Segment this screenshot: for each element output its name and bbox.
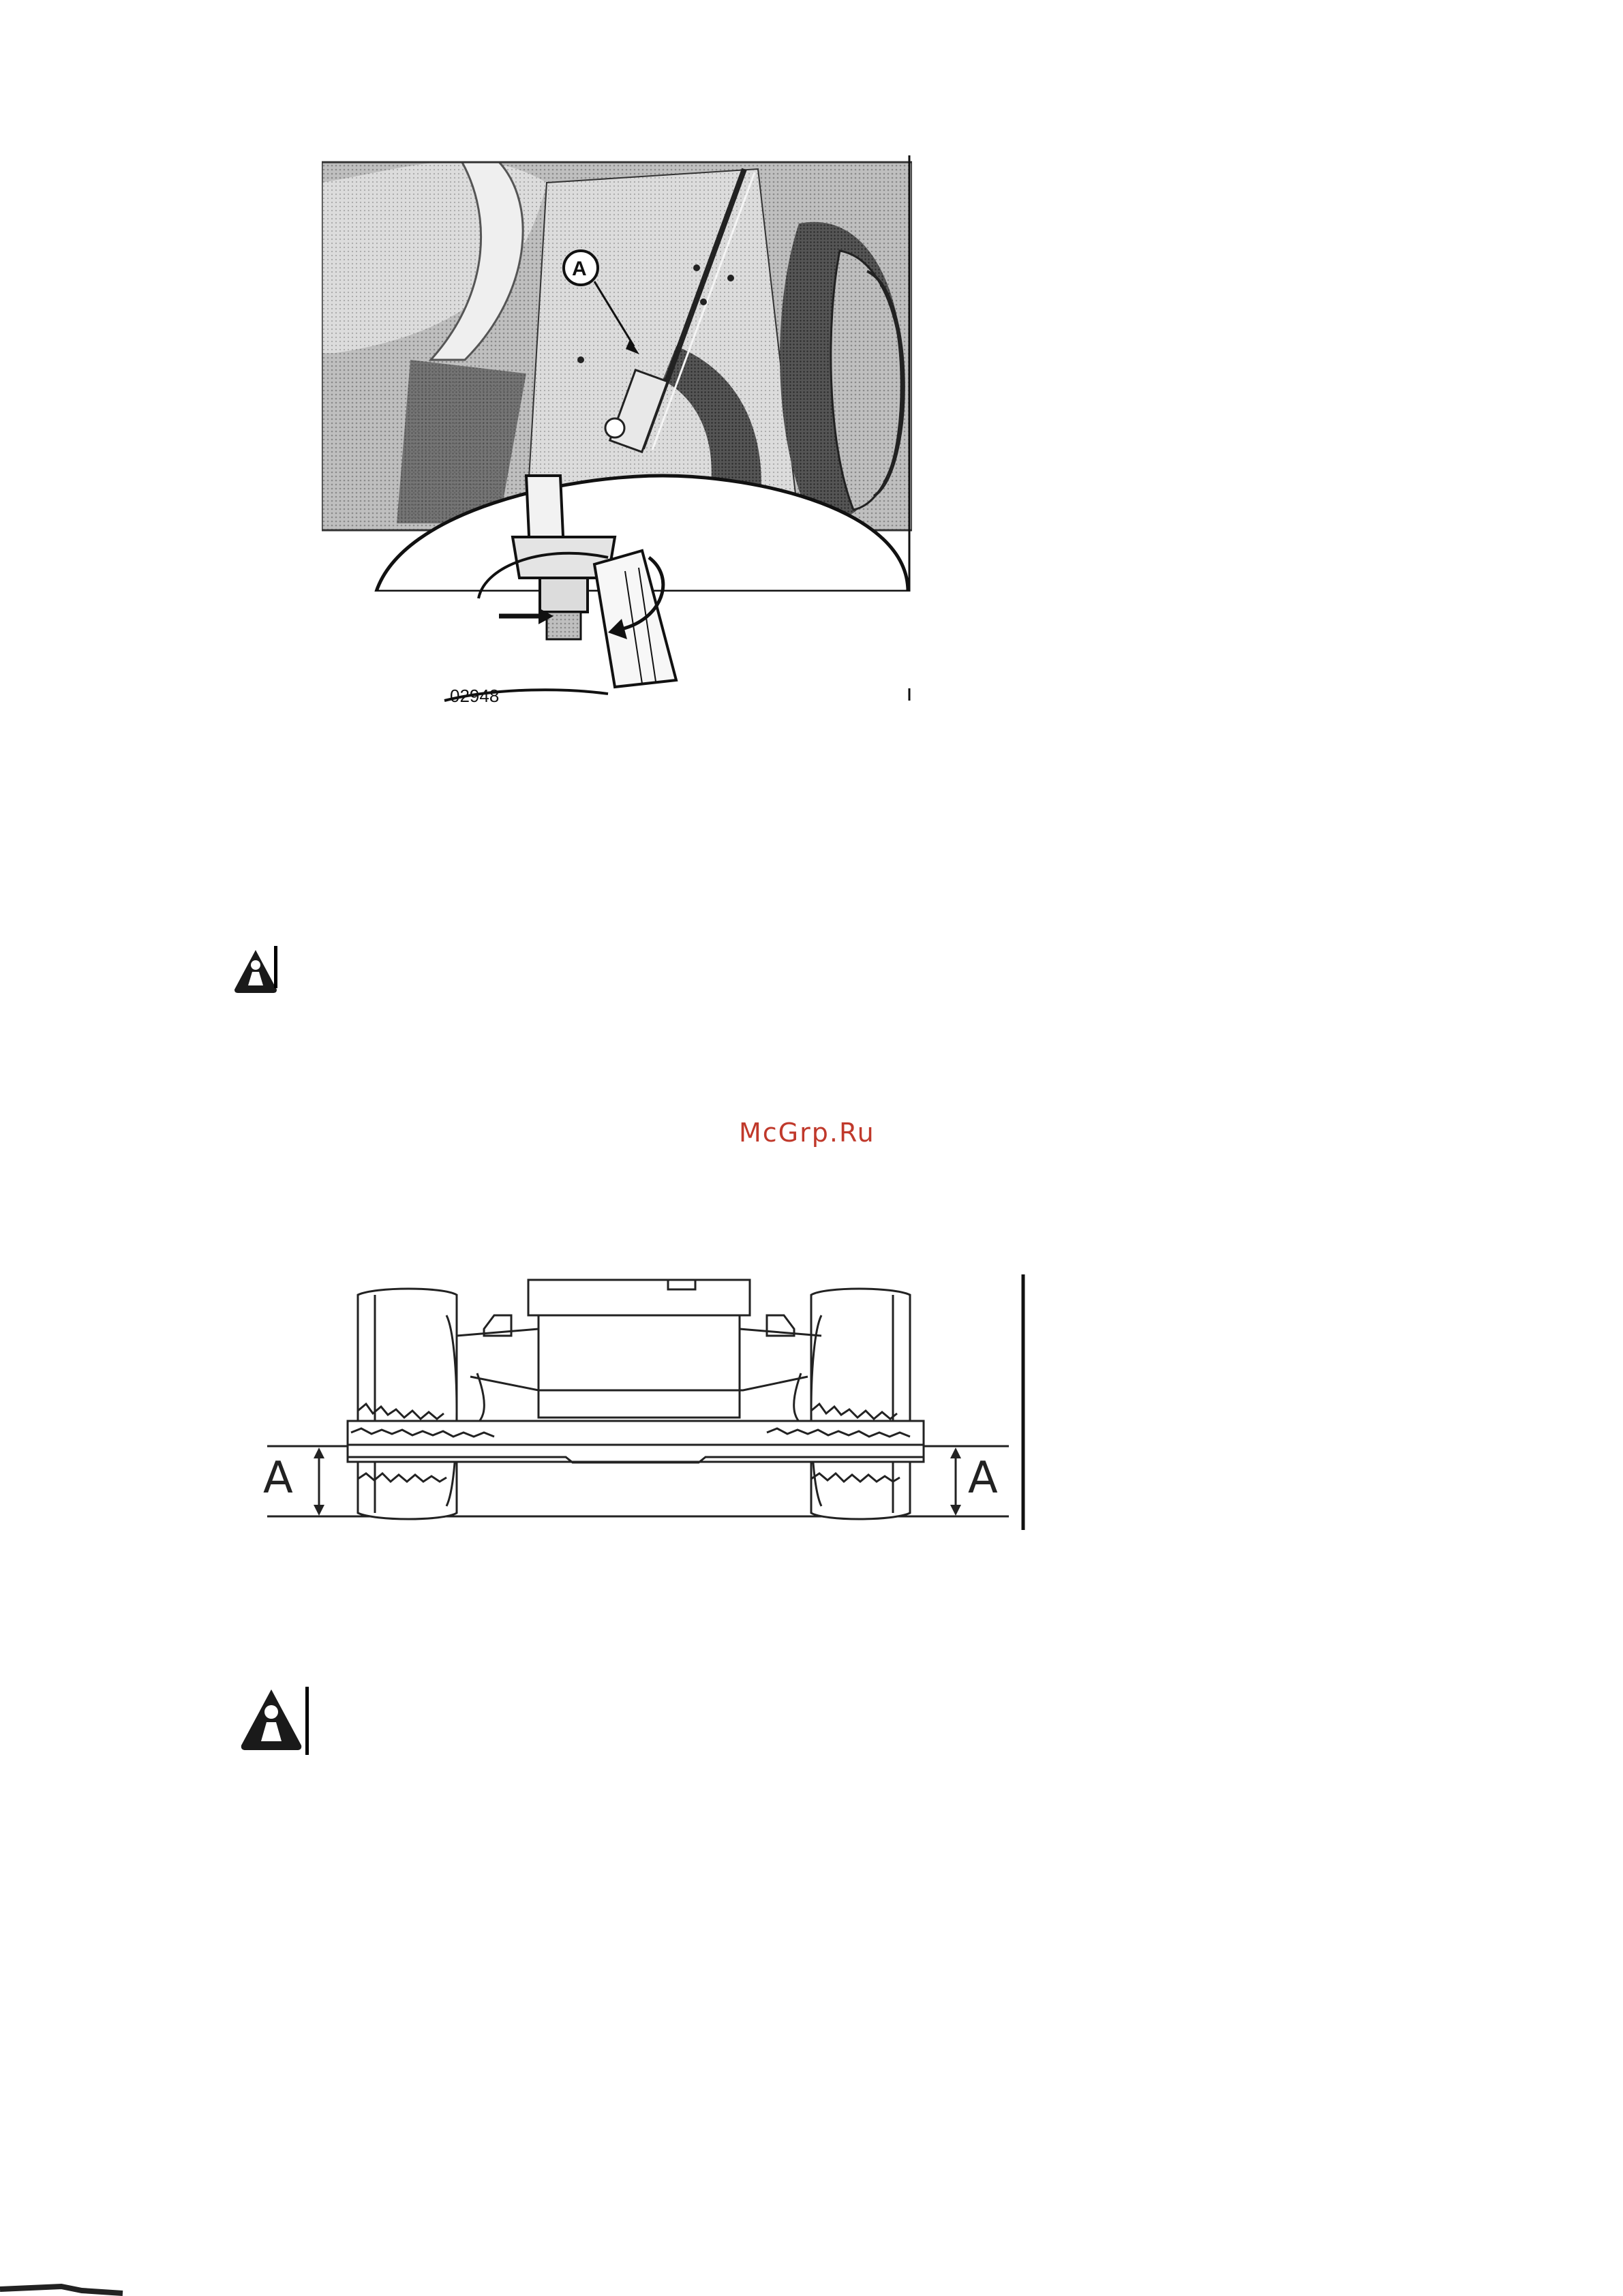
figure-number: 02948: [450, 686, 500, 706]
deck-level-diagram-graphic: [252, 1274, 1036, 1540]
dimension-label-left: A: [263, 1453, 293, 1503]
warning-symbol-1: [232, 947, 279, 995]
callout-label-a: A: [572, 258, 587, 280]
warning-divider: [305, 1687, 309, 1755]
warning-divider: [274, 946, 277, 988]
page-edge-mark: [0, 2280, 204, 2296]
dimension-label-right: A: [968, 1453, 998, 1503]
adjustment-illustration: [322, 155, 912, 709]
deck-level-diagram: [252, 1274, 1036, 1540]
warning-icon: [232, 947, 279, 995]
warning-symbol-2: [239, 1687, 307, 1755]
watermark: McGrp.Ru: [739, 1118, 875, 1148]
adjustment-illustration-graphic: [322, 155, 912, 709]
warning-icon: [239, 1687, 307, 1755]
